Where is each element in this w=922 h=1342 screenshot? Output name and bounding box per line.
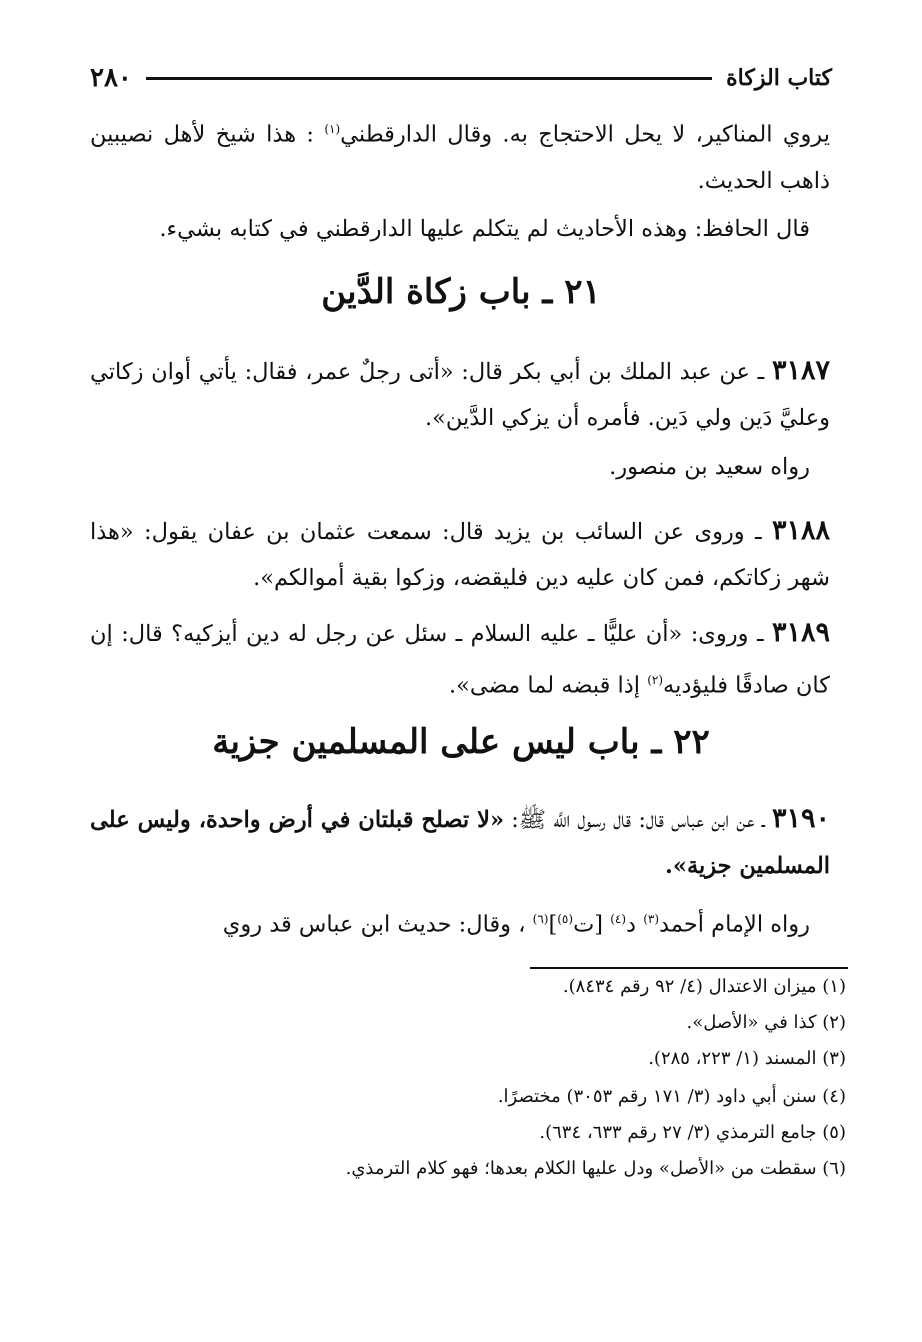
footnote-3: (٣) المسند (١/ ٢٢٣، ٢٨٥). xyxy=(648,1048,846,1069)
hadith-number: ٣١٨٩ xyxy=(771,617,830,648)
footnote-1: (١) ميزان الاعتدال (٤/ ٩٢ رقم ٨٤٣٤). xyxy=(562,976,846,997)
page-header xyxy=(90,58,832,98)
hadith-quote: «لا تصلح قبلتان في أرض واحدة، وليس على المسلمين جزية». xyxy=(90,807,830,879)
intro-paragraph-1: يروي المناكير، لا يحل الاحتجاج به. وقال الدارقطني$^{(١)}$ : هذا شيخ لأهل نصيبين ذاهب الحديث. xyxy=(90,121,830,194)
footnote-ref-6: (٦) xyxy=(532,912,549,926)
footnote-2: (٢) كذا في «الأصل». xyxy=(686,1012,846,1033)
narration-paragraph: رواه الإمام أحمد$^{(٣)}$ د$^{(٤)}$ [ت$^{(٥)}$]$^{(٦)}$ ، وقال: حديث ابن عباس قد روي xyxy=(222,911,810,938)
hadith-number: ٣١٨٧ xyxy=(771,355,830,386)
footnote-ref-2: (٢) xyxy=(647,673,664,687)
hadith-3190: ٣١٩٠ ـ عن ابن عباس قال: قال رسول اللَّه ﷺ: «لا تصلح قبلتان في أرض واحدة، وليس على المسلمين جزية». xyxy=(90,803,830,879)
intro-paragraph-2: قال الحافظ: وهذه الأحاديث لم يتكلم عليها الدارقطني في كتابه بشيء. xyxy=(159,216,810,242)
footnote-separator xyxy=(530,967,848,969)
footnote-6: (٦) سقطت من «الأصل» ودل عليها الكلام بعدها؛ فهو كلام الترمذي. xyxy=(345,1158,846,1179)
hadith-number: ٣١٩٠ xyxy=(771,803,830,834)
footnote-ref-1: (١) xyxy=(324,122,341,136)
footnote-ref-5: (٥) xyxy=(557,912,574,926)
footnote-4: (٤) سنن أبي داود (٣/ ١٧١ رقم ٣٠٥٣) مختصرًا. xyxy=(497,1086,846,1107)
footnote-ref-3: (٣) xyxy=(643,912,660,926)
footnote-ref-4: (٤) xyxy=(610,912,627,926)
page-number: ٢٨٠ xyxy=(90,63,132,93)
chapter-heading-22: ٢٢ ـ باب ليس على المسلمين جزية xyxy=(212,722,710,762)
footnote-5: (٥) جامع الترمذي (٣/ ٢٧ رقم ٦٣٣، ٦٣٤). xyxy=(539,1122,846,1143)
hadith-3188: ٣١٨٨ ـ وروى عن السائب بن يزيد قال: سمعت عثمان بن عفان يقول: «هذا شهر زكاتكم، فمن كان عليه دين فليقضه، وزكوا بقية أموالكم». xyxy=(90,515,830,591)
hadith-3189: ٣١٨٩ ـ وروى: «أن عليًّا ـ عليه السلام ـ سئل عن رجل له دين أيزكيه؟ قال: إن كان صادقًا فليؤديه$^{(٢)}$ إذا قبضه لما مضى». xyxy=(90,617,830,699)
chapter-heading-21: ٢١ ـ باب زكاة الدَّين xyxy=(321,272,601,312)
header-rule xyxy=(146,77,712,80)
hadith-3187: ٣١٨٧ ـ عن عبد الملك بن أبي بكر قال: «أتى رجلٌ عمر، فقال: يأتي أوان زكاتي وعليَّ دَين ولي دَين. فأمره أن يزكي الدَّين». xyxy=(90,355,830,431)
running-title: كتاب الزكاة xyxy=(726,65,832,91)
narrator-3187: رواه سعيد بن منصور. xyxy=(609,454,810,480)
hadith-number: ٣١٨٨ xyxy=(771,515,830,546)
